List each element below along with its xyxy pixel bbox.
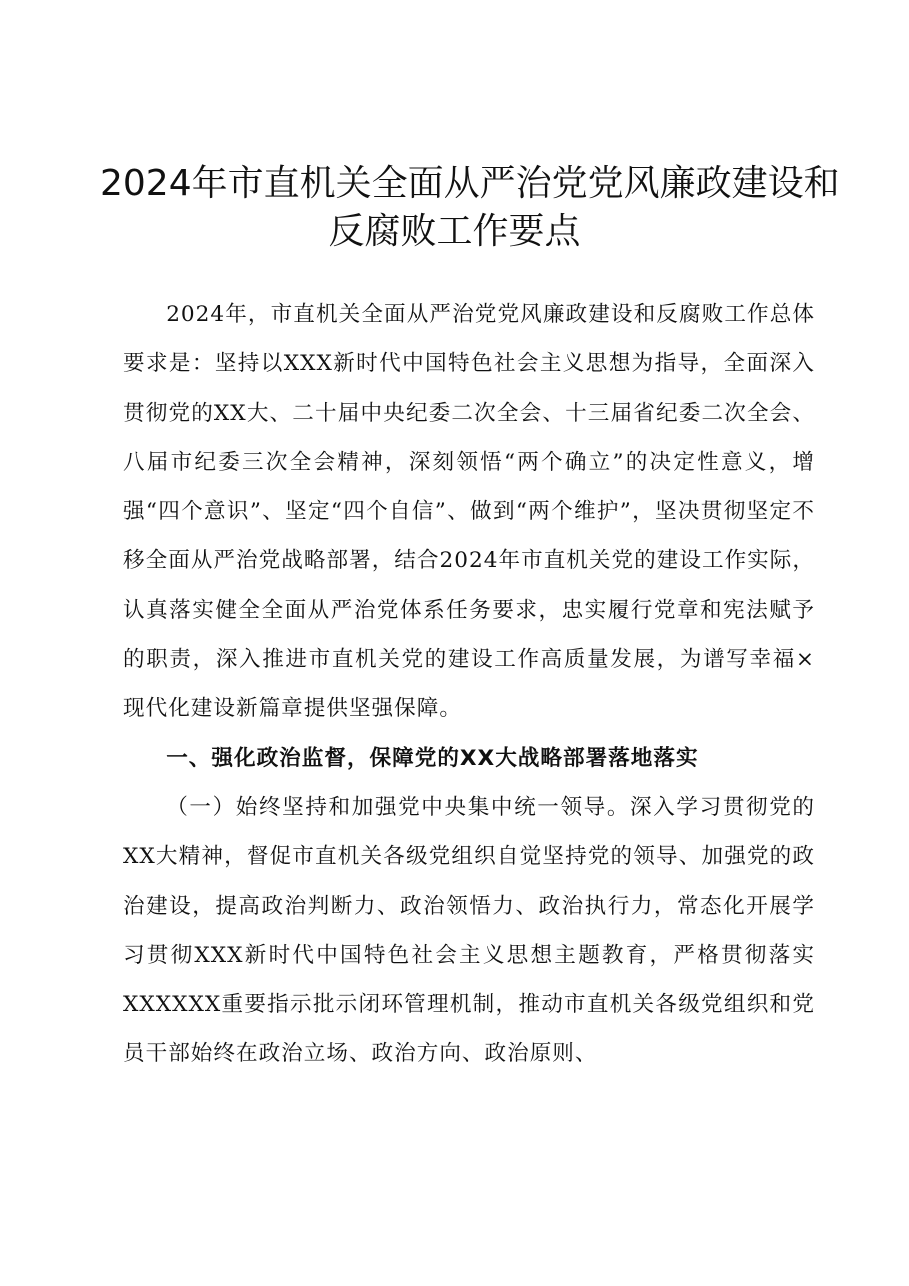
- section-heading-1: 一、强化政治监督，保障党的XX大战略部署落地落实: [166, 745, 699, 771]
- document-title-line-1: 2024年市直机关全面从严治党党风廉政建设和: [100, 163, 840, 204]
- document-title-line-2: 反腐败工作要点: [328, 211, 581, 252]
- paragraph-section-1-item-1: （一）始终坚持和加强党中央集中统一领导。深入学习贯彻党的XX大精神，督促市直机关各级党组织自觉坚持党的领导、加强党的政治建设，提高政治判断力、政治领悟力、政治执行力，常态化开展学习贯彻XXX新时代中国特色社会主义思想主题教育，严格贯彻落实XXXXXX重要指示批示闭环管理机制，推动市直机关各级党组织和党员干部始终在政治立场、政治方向、政治原则、: [123, 794, 815, 1067]
- paragraph-intro: 2024年，市直机关全面从严治党党风廉政建设和反腐败工作总体要求是：坚持以XXX新时代中国特色社会主义思想为指导，全面深入贯彻党的XX大、二十届中央纪委二次全会、十三届省纪委二次全会、八届市纪委三次全会精神，深刻领悟“两个确立”的决定性意义，增强“四个意识”、坚定“四个自信”、做到“两个维护”，坚决贯彻坚定不移全面从严治党战略部署，结合2024年市直机关党的建设工作实际，认真落实健全全面从严治党体系任务要求，忠实履行党章和宪法赋予的职责，深入推进市直机关党的建设工作高质量发展，为谱写幸福×现代化建设新篇章提供坚强保障。: [123, 302, 815, 722]
- document-body: [123, 290, 815, 1079]
